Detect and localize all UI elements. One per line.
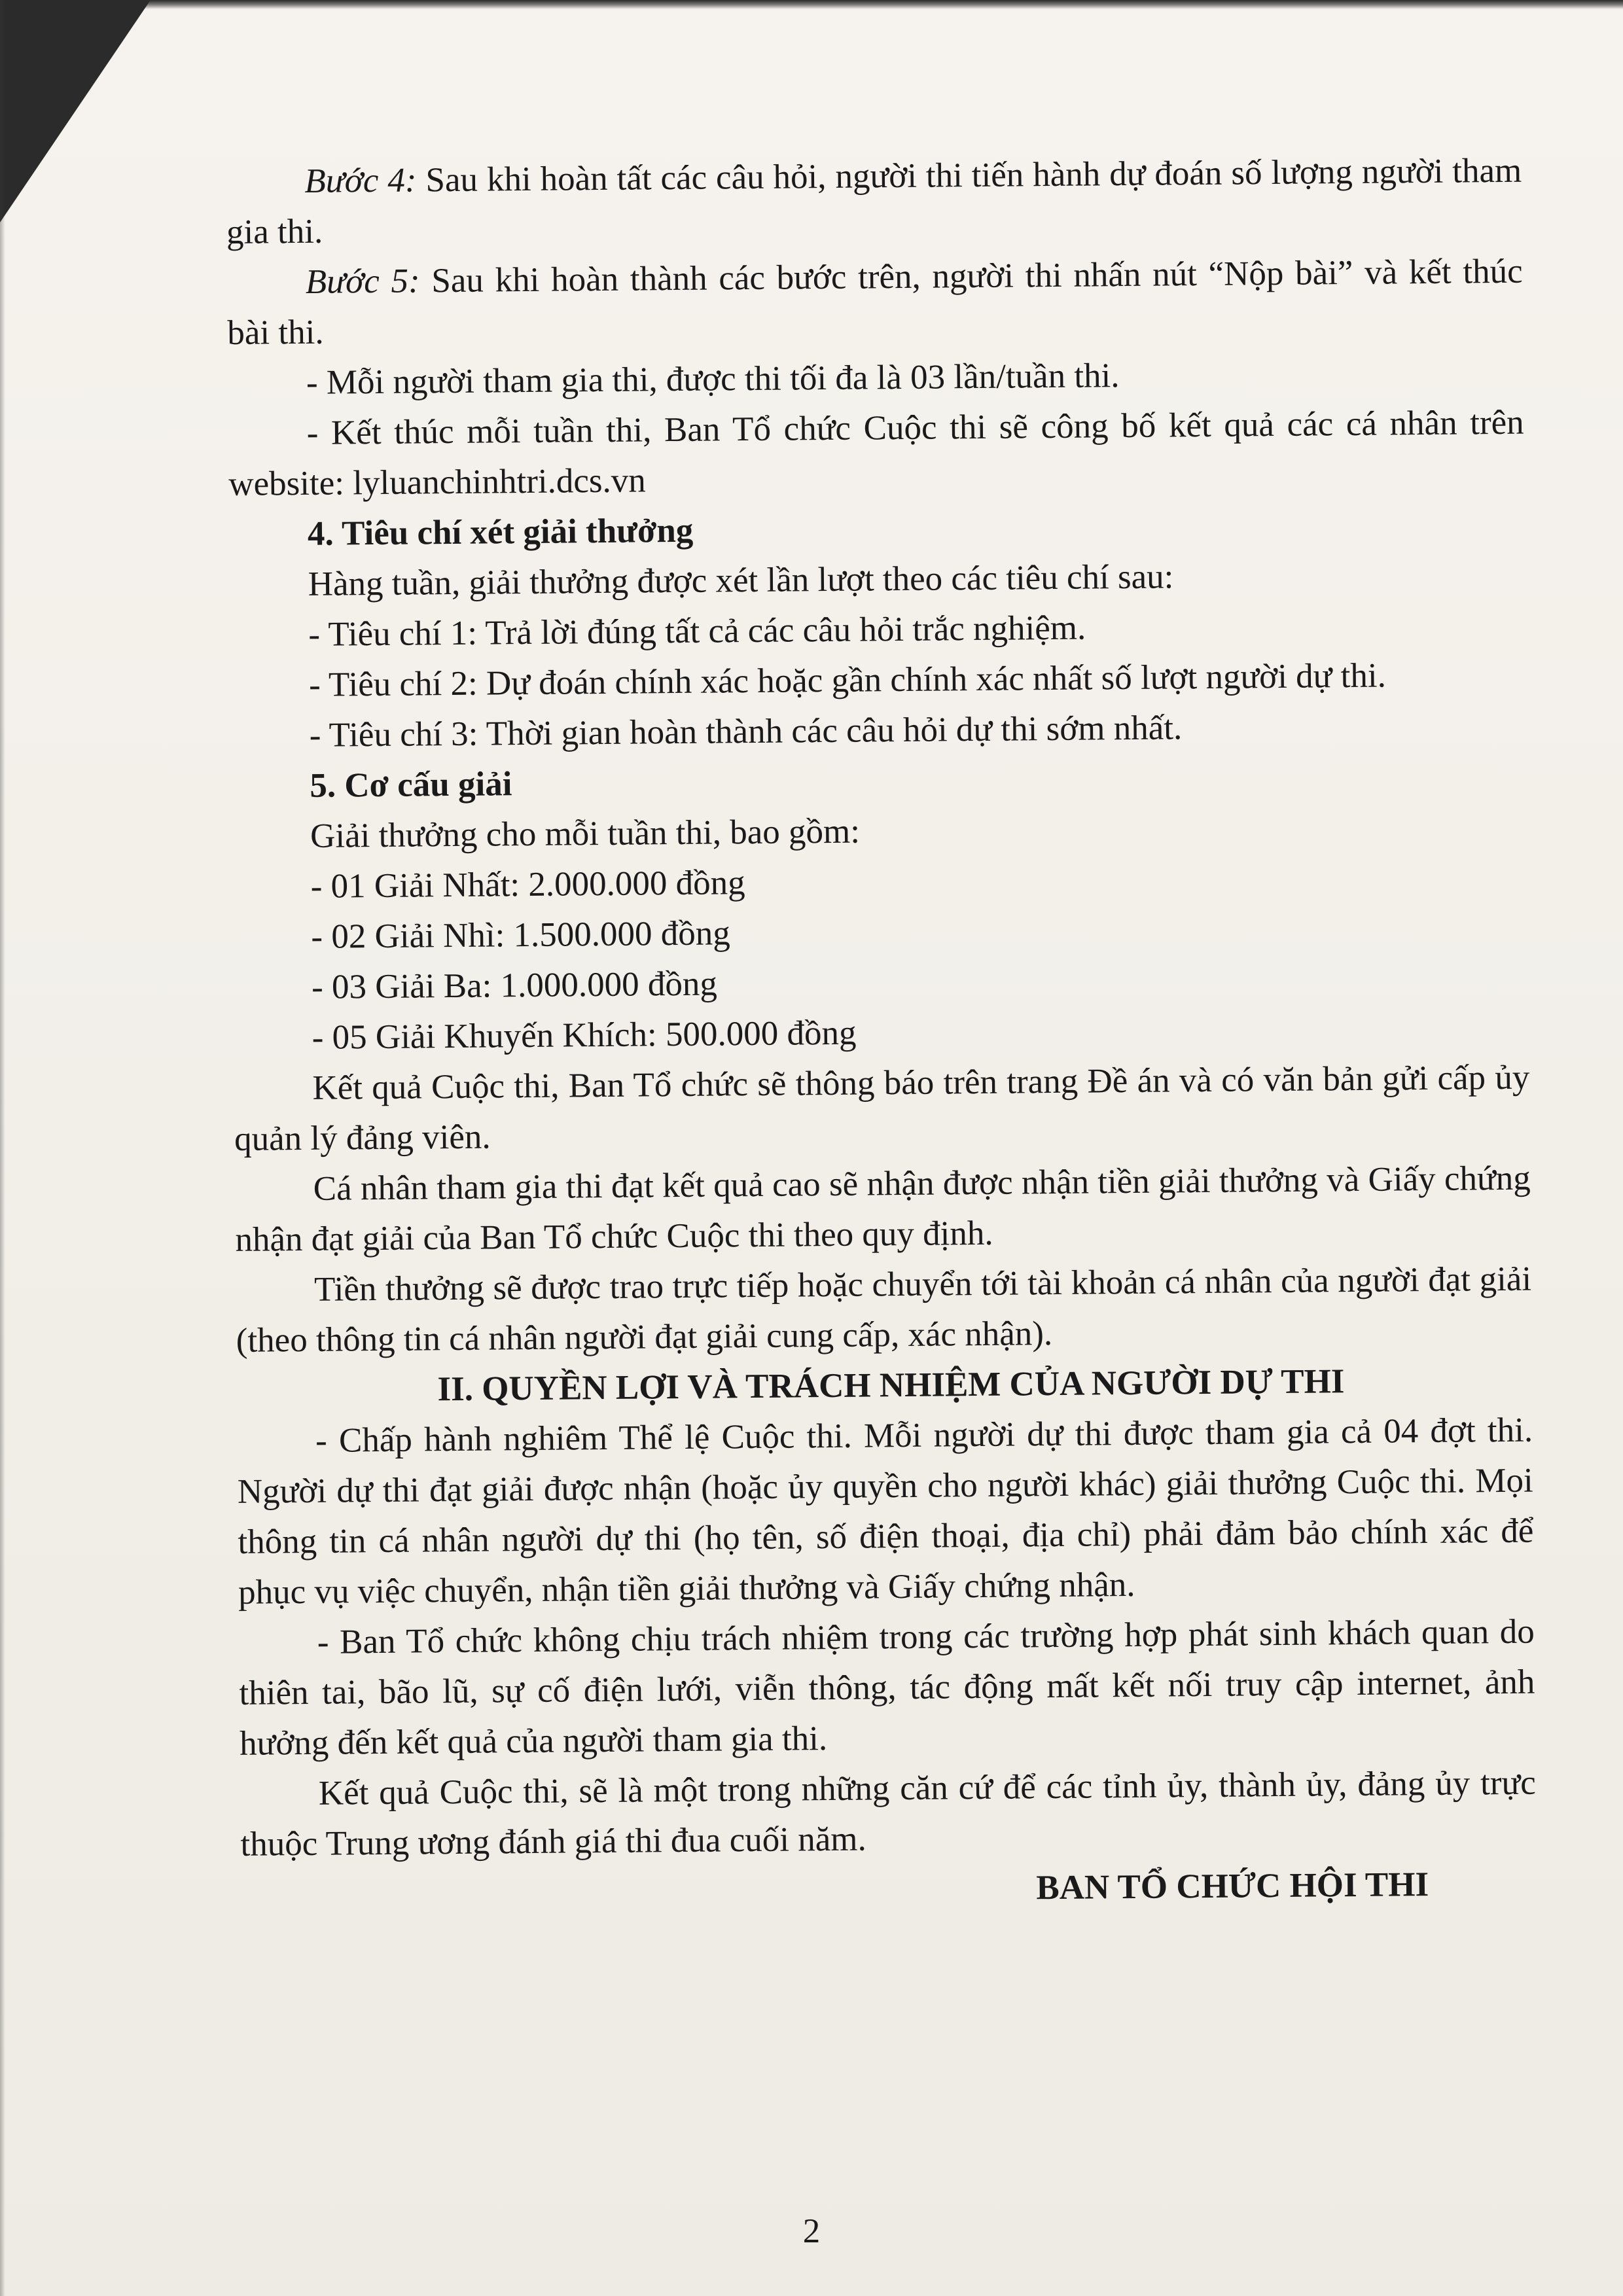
criterion-3: - Tiêu chí 3: Thời gian hoàn thành các câu hỏi dự thi sớm nhất. [309, 709, 1183, 754]
prize-first: - 01 Giải Nhất: 2.000.000 đồng [310, 864, 745, 906]
scan-top-shadow [0, 0, 1623, 9]
criterion-1: - Tiêu chí 1: Trả lời đúng tất cả các câu hỏi trắc nghiệm. [308, 609, 1086, 654]
scan-corner-shadow [0, 0, 151, 222]
award-certificate-paragraph: Cá nhân tham gia thi đạt kết quả cao sẽ nhận được nhận tiền giải thưởng và Giấy chứng nhận đạt giải của Ban Tổ chức Cuộc thi theo quy định. [235, 1159, 1531, 1259]
step-4-label: Bước 4: [304, 161, 417, 200]
section-4-heading: 4. Tiêu chí xét giải thưởng [307, 511, 694, 553]
prize-third: - 03 Giải Ba: 1.000.000 đồng [311, 964, 718, 1006]
scan-left-edge [0, 0, 5, 2296]
section-5-heading: 5. Cơ cấu giải [310, 765, 512, 805]
rights-paragraph-3: Kết quả Cuộc thi, sẽ là một trong những căn cứ để các tỉnh ủy, thành ủy, đảng ủy trực thuộc Trung ương đánh giá thi đua cuối năm. [240, 1763, 1537, 1863]
rights-paragraph-2: - Ban Tổ chức không chịu trách nhiệm trong các trường hợp phát sinh khách quan do thiên tai, bão lũ, sự cố điện lưới, viễn thông, tác động mất kết nối truy cập internet, ảnh hưởng đến kết quả của người tham gia thi. [239, 1612, 1535, 1763]
rule-results-announcement: - Kết thúc mỗi tuần thi, Ban Tổ chức Cuộc thi sẽ công bố kết quả các cá nhân trên website: lyluanchinhtri.dcs.vn [228, 403, 1524, 503]
organizer-signature: BAN TỔ CHỨC HỘI THI [1036, 1865, 1429, 1907]
step-5-text: Sau khi hoàn thành các bước trên, người thi nhấn nút “Nộp bài” và kết thúc bài thi. [227, 252, 1523, 352]
results-notice-paragraph: Kết quả Cuộc thi, Ban Tổ chức sẽ thông báo trên trang Đề án và có văn bản gửi cấp ủy quản lý đảng viên. [234, 1058, 1530, 1158]
document-body [226, 146, 1537, 1920]
criterion-2: - Tiêu chí 2: Dự đoán chính xác hoặc gần chính xác nhất số lượt người dự thi. [308, 656, 1387, 704]
step-4-paragraph [226, 146, 1522, 258]
section-5-intro: Giải thưởng cho mỗi tuần thi, bao gồm: [310, 812, 861, 855]
prize-encouragement: - 05 Giải Khuyến Khích: 500.000 đồng [312, 1014, 857, 1057]
section-ii-heading: II. QUYỀN LỢI VÀ TRÁCH NHIỆM CỦA NGƯỜI DỰ THI [437, 1362, 1345, 1409]
step-4-text: Sau khi hoàn tất các câu hỏi, người thi tiến hành dự đoán số lượng người tham gia thi. [226, 151, 1522, 251]
step-5-paragraph [226, 247, 1523, 359]
rights-paragraph-1: - Chấp hành nghiêm Thể lệ Cuộc thi. Mỗi người dự thi được tham gia cả 04 đợt thi. Người dự thi đạt giải được nhận (hoặc ủy quyền cho người khác) giải thưởng Cuộc thi. Mọi thông tin cá nhân người dự thi (họ tên, số điện thoại, địa chỉ) phải đảm bảo chính xác để phục vụ việc chuyển, nhận tiền giải thưởng và Giấy chứng nhận. [237, 1411, 1534, 1612]
page-number: 2 [802, 2212, 821, 2250]
step-5-label: Bước 5: [305, 262, 420, 301]
section-4-intro: Hàng tuần, giải thưởng được xét lần lượt theo các tiêu chí sau: [308, 557, 1174, 603]
prize-transfer-paragraph: Tiền thưởng sẽ được trao trực tiếp hoặc chuyển tới tài khoản cá nhân của người đạt giải (theo thông tin cá nhân người đạt giải cung cấp, xác nhận). [236, 1260, 1532, 1360]
prize-second: - 02 Giải Nhì: 1.500.000 đồng [311, 914, 731, 956]
rule-max-attempts: - Mỗi người tham gia thi, được thi tối đa là 03 lần/tuần thi. [306, 357, 1120, 402]
